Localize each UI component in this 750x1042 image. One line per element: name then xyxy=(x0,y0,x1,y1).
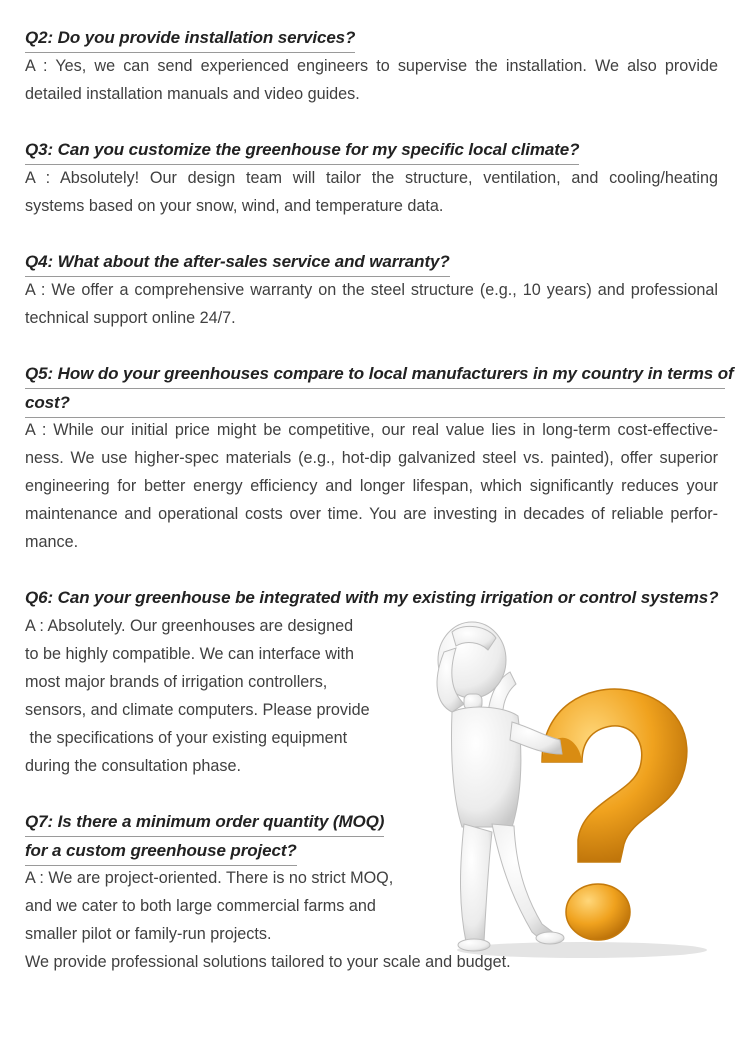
answer-line: A : Absolutely! Our design team will tailor the structure, ventilation, and cooling/heating xyxy=(25,169,718,187)
faq-question xyxy=(25,248,450,277)
answer-line: during the consultation phase. xyxy=(25,757,241,775)
answer-line: maintenance and operational costs over time. You are investing in decades of reliable perfor- xyxy=(25,505,718,523)
answer-line: smaller pilot or family-run projects. xyxy=(25,925,272,943)
faq-question xyxy=(25,808,384,866)
answer-line: mance. xyxy=(25,533,79,551)
answer-line: and we cater to both large commercial farms and xyxy=(25,897,376,915)
answer-line: to be highly compatible. We can interface with xyxy=(25,645,355,663)
answer-line: A : Absolutely. Our greenhouses are designed xyxy=(25,617,354,635)
question-line: Q5: How do your greenhouses compare to local manufacturers in my country in terms of xyxy=(25,360,725,389)
answer-line: detailed installation manuals and video guides. xyxy=(25,85,360,103)
answer-line: A : While our initial price might be competitive, our real value lies in long-term cost-effective- xyxy=(25,421,718,439)
answer-line: sensors, and climate computers. Please provide xyxy=(25,701,370,719)
faq-question xyxy=(25,584,718,612)
faq-answer xyxy=(25,52,718,108)
question-line: Q7: Is there a minimum order quantity (MOQ) xyxy=(25,808,384,837)
question-mark-icon xyxy=(542,689,687,940)
answer-line: A : We offer a comprehensive warranty on the steel structure (e.g., 10 years) and professional xyxy=(25,281,718,299)
answer-line: We provide professional solutions tailored to your scale and budget. xyxy=(25,953,511,971)
faq-question xyxy=(25,136,579,165)
question-line: Q2: Do you provide installation services? xyxy=(25,24,355,53)
answer-line: engineering for better energy efficiency and longer lifespan, which significantly reduces your xyxy=(25,477,718,495)
faq-answer xyxy=(25,416,718,556)
question-line: Q3: Can you customize the greenhouse for my specific local climate? xyxy=(25,136,579,165)
faq-answer xyxy=(25,164,718,220)
faq-answer xyxy=(25,864,511,976)
answer-line: technical support online 24/7. xyxy=(25,309,236,327)
faq-question xyxy=(25,360,734,418)
answer-line: ness. We use higher-spec materials (e.g., hot-dip galvanized steel vs. painted), offer superior xyxy=(25,449,718,467)
faq-question xyxy=(25,24,355,53)
answer-line: A : Yes, we can send experienced engineers to supervise the installation. We also provide xyxy=(25,57,718,75)
faq-answer xyxy=(25,276,718,332)
question-line: Q4: What about the after-sales service and warranty? xyxy=(25,248,450,277)
question-line: cost? xyxy=(25,389,725,418)
answer-line: the specifications of your existing equipment xyxy=(25,729,348,747)
answer-line: A : We are project-oriented. There is no strict MOQ, xyxy=(25,869,394,887)
answer-line: systems based on your snow, wind, and temperature data. xyxy=(25,197,444,215)
question-line: for a custom greenhouse project? xyxy=(25,837,297,866)
answer-line: most major brands of irrigation controllers, xyxy=(25,673,328,691)
faq-answer xyxy=(25,612,370,780)
question-line: Q6: Can your greenhouse be integrated with my existing irrigation or control systems? xyxy=(25,588,719,607)
